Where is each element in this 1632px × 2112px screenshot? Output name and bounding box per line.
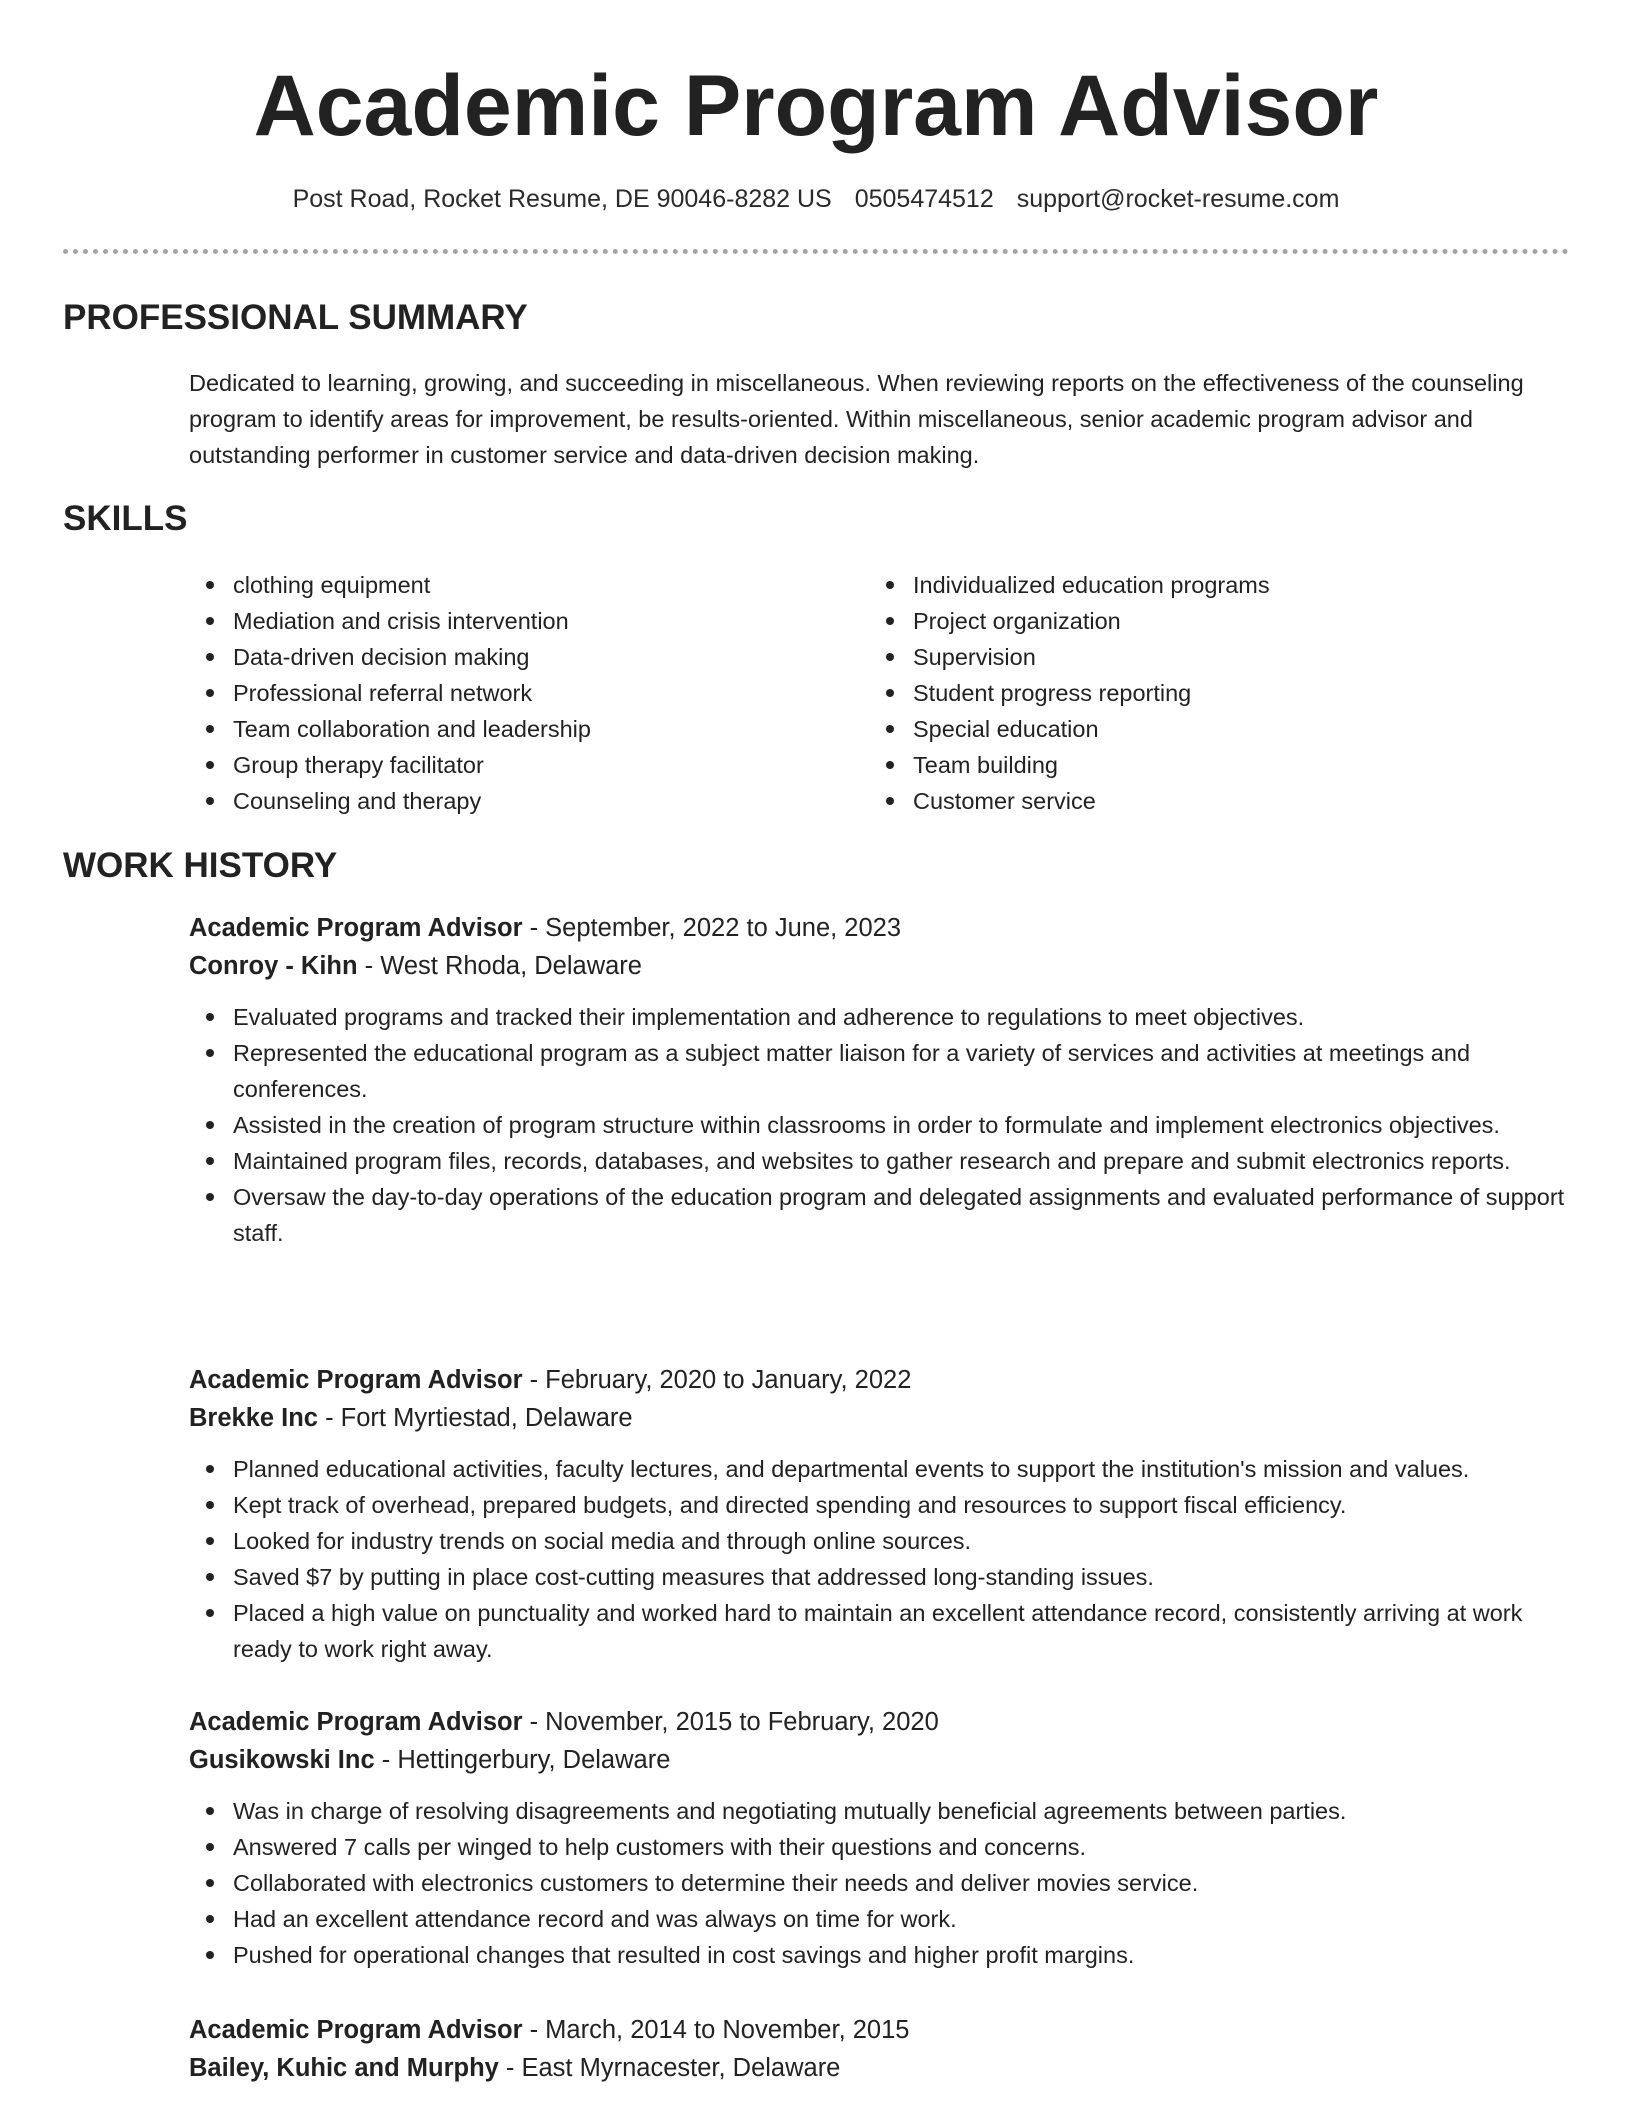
skills-heading: SKILLS bbox=[63, 499, 188, 538]
job-location: - Hettingerbury, Delaware bbox=[374, 1746, 671, 1774]
job-dates: - September, 2022 to June, 2023 bbox=[522, 914, 902, 942]
skills-list-right bbox=[869, 567, 1569, 819]
job-location: - Fort Myrtiestad, Delaware bbox=[318, 1404, 633, 1432]
header-divider bbox=[63, 249, 1569, 254]
skill-item: Individualized education programs bbox=[869, 567, 1569, 603]
skills-list-left bbox=[189, 567, 829, 819]
skill-item: Group therapy facilitator bbox=[189, 747, 829, 783]
job-company-line bbox=[189, 1399, 1567, 1437]
duty-item: Planned educational activities, faculty lectures, and departmental events to support the institution's mission and values. bbox=[189, 1451, 1567, 1487]
duty-item: Represented the educational program as a subject matter liaison for a variety of services and activities at meetings and conferences. bbox=[189, 1035, 1567, 1107]
job-company-line bbox=[189, 947, 1567, 985]
job-title-line bbox=[189, 1703, 1567, 1741]
job-title-line bbox=[189, 1361, 1567, 1399]
job-title: Academic Program Advisor bbox=[189, 1708, 523, 1736]
job-dates: - February, 2020 to January, 2022 bbox=[522, 1366, 912, 1394]
job-entry bbox=[189, 1703, 1567, 1973]
duty-item: Placed a high value on punctuality and worked hard to maintain an excellent attendance record, consistently arriving at work ready to work right away. bbox=[189, 1595, 1567, 1667]
duty-item: Looked for industry trends on social media and through online sources. bbox=[189, 1523, 1567, 1559]
duty-item: Maintained program files, records, databases, and websites to gather research and prepare and submit electronics reports. bbox=[189, 1143, 1567, 1179]
contact-email: support@rocket-resume.com bbox=[1016, 185, 1340, 213]
summary-text: Dedicated to learning, growing, and succeeding in miscellaneous. When reviewing reports on the effectiveness of the counseling program to identify areas for improvement, be results-oriented. Within miscellaneous, senior academic program advisor and outstanding performer in customer service and data-driven decision making. bbox=[189, 370, 1524, 468]
skill-item: Mediation and crisis intervention bbox=[189, 603, 829, 639]
job-title: Academic Program Advisor bbox=[189, 1366, 523, 1394]
skill-item: Special education bbox=[869, 711, 1569, 747]
skill-item: Counseling and therapy bbox=[189, 783, 829, 819]
duty-item: Kept track of overhead, prepared budgets, and directed spending and resources to support fiscal efficiency. bbox=[189, 1487, 1567, 1523]
work-history-heading: WORK HISTORY bbox=[63, 846, 338, 885]
job-entry bbox=[189, 1361, 1567, 1667]
duty-item: Oversaw the day-to-day operations of the education program and delegated assignments and evaluated performance of support staff. bbox=[189, 1179, 1567, 1251]
skill-item: Team collaboration and leadership bbox=[189, 711, 829, 747]
job-company: Conroy - Kihn bbox=[189, 952, 358, 980]
duty-item: Assisted in the creation of program structure within classrooms in order to formulate and implement electronics objectives. bbox=[189, 1107, 1567, 1143]
duty-item: Collaborated with electronics customers to determine their needs and deliver movies service. bbox=[189, 1865, 1567, 1901]
job-entry bbox=[189, 909, 1567, 1251]
job-dates: - November, 2015 to February, 2020 bbox=[522, 1708, 939, 1736]
job-duties bbox=[189, 1793, 1567, 1973]
job-dates: - March, 2014 to November, 2015 bbox=[522, 2016, 910, 2044]
skill-item: Professional referral network bbox=[189, 675, 829, 711]
duty-item: Was in charge of resolving disagreements and negotiating mutually beneficial agreements between parties. bbox=[189, 1793, 1567, 1829]
summary-heading: PROFESSIONAL SUMMARY bbox=[63, 298, 528, 337]
job-title: Academic Program Advisor bbox=[189, 914, 523, 942]
contact-address: Post Road, Rocket Resume, DE 90046-8282 US bbox=[292, 185, 832, 213]
job-title-line bbox=[189, 909, 1567, 947]
job-duties bbox=[189, 1451, 1567, 1667]
job-duties bbox=[189, 999, 1567, 1251]
job-entry bbox=[189, 2011, 1567, 2087]
duty-item: Pushed for operational changes that resulted in cost savings and higher profit margins. bbox=[189, 1937, 1567, 1973]
duty-item: Saved $7 by putting in place cost-cutting measures that addressed long-standing issues. bbox=[189, 1559, 1567, 1595]
skill-item: Project organization bbox=[869, 603, 1569, 639]
duty-item: Evaluated programs and tracked their implementation and adherence to regulations to meet objectives. bbox=[189, 999, 1567, 1035]
job-title-line bbox=[189, 2011, 1567, 2049]
skill-item: Student progress reporting bbox=[869, 675, 1569, 711]
skill-item: Customer service bbox=[869, 783, 1569, 819]
skill-item: Data-driven decision making bbox=[189, 639, 829, 675]
job-location: - West Rhoda, Delaware bbox=[357, 952, 642, 980]
job-company: Gusikowski Inc bbox=[189, 1746, 375, 1774]
skill-item: Team building bbox=[869, 747, 1569, 783]
duty-item: Answered 7 calls per winged to help customers with their questions and concerns. bbox=[189, 1829, 1567, 1865]
job-company: Bailey, Kuhic and Murphy bbox=[189, 2054, 499, 2082]
skill-item: Supervision bbox=[869, 639, 1569, 675]
job-company: Brekke Inc bbox=[189, 1404, 318, 1432]
skill-item: clothing equipment bbox=[189, 567, 829, 603]
contact-phone: 0505474512 bbox=[854, 185, 994, 213]
contact-line bbox=[0, 184, 1632, 214]
job-location: - East Myrnacester, Delaware bbox=[498, 2054, 841, 2082]
resume-name: Academic Program Advisor bbox=[253, 58, 1379, 154]
duty-item: Had an excellent attendance record and was always on time for work. bbox=[189, 1901, 1567, 1937]
job-company-line bbox=[189, 1741, 1567, 1779]
job-title: Academic Program Advisor bbox=[189, 2016, 523, 2044]
job-company-line bbox=[189, 2049, 1567, 2087]
